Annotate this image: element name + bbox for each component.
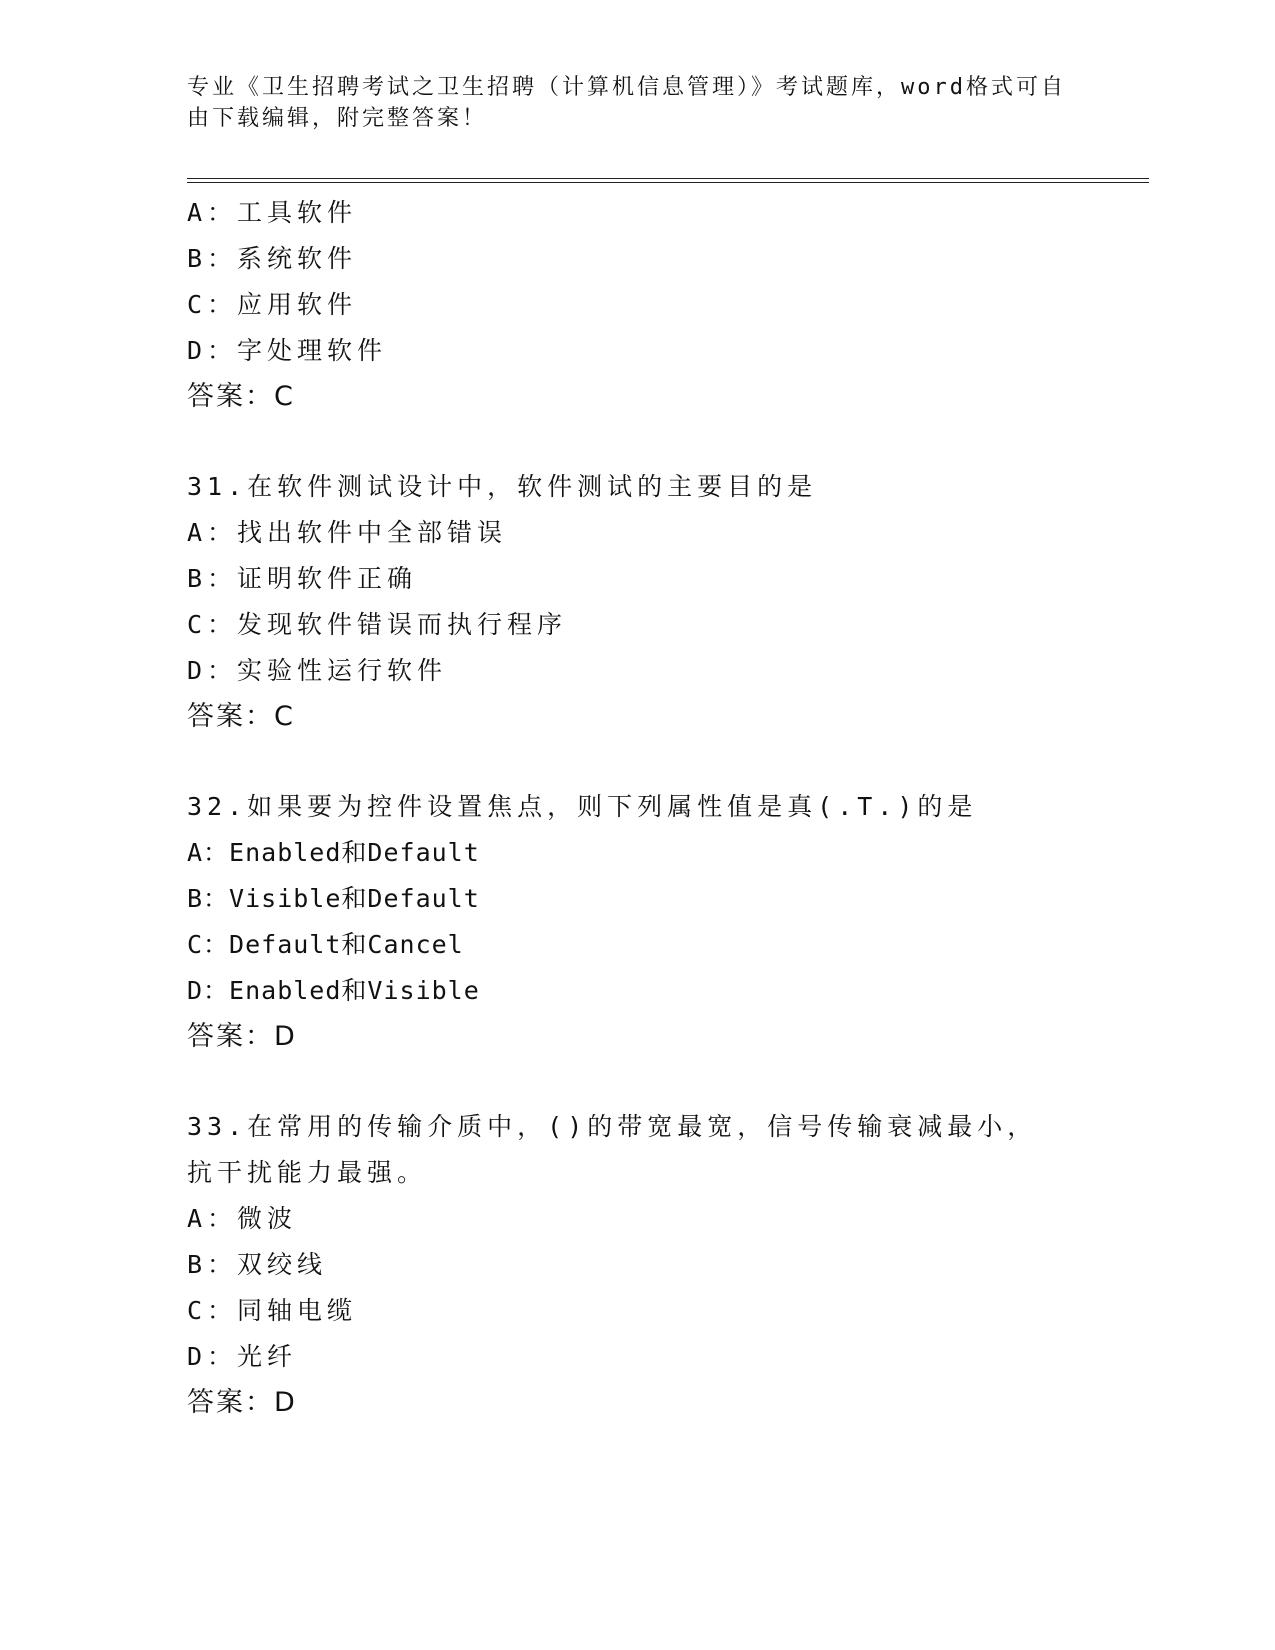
option-c: C：Default和Cancel: [187, 930, 464, 959]
option-a: A：工具软件: [187, 198, 358, 227]
answer: 答案：C: [187, 701, 295, 732]
header-divider: [187, 178, 1149, 183]
option-b: B：系统软件: [187, 244, 358, 273]
question-32: [187, 784, 1087, 1060]
option-a: A：找出软件中全部错误: [187, 518, 508, 547]
option-d: D：字处理软件: [187, 336, 388, 365]
question-text: 33.在常用的传输介质中，()的带宽最宽，信号传输衰减最小，抗干扰能力最强。: [187, 1112, 1038, 1187]
option-a: A：Enabled和Default: [187, 838, 480, 867]
document-header: 专业《卫生招聘考试之卫生招聘（计算机信息管理）》考试题库，word格式可自由下载编辑，附完整答案！: [187, 75, 1066, 131]
option-d: D：实验性运行软件: [187, 656, 448, 685]
question-33: [187, 1104, 1087, 1426]
answer: 答案：D: [187, 1387, 297, 1418]
document-body: [187, 190, 1087, 1426]
option-a: A：微波: [187, 1204, 298, 1233]
option-b: B：Visible和Default: [187, 884, 480, 913]
question-31: [187, 464, 1087, 740]
question-text: 32.如果要为控件设置焦点，则下列属性值是真(.T.)的是: [187, 792, 978, 821]
option-d: D：Enabled和Visible: [187, 976, 480, 1005]
answer: 答案：C: [187, 381, 295, 412]
option-c: C：应用软件: [187, 290, 358, 319]
question-fragment: [187, 190, 1087, 420]
option-c: C：发现软件错误而执行程序: [187, 610, 568, 639]
answer: 答案：D: [187, 1021, 297, 1052]
option-d: D：光纤: [187, 1342, 298, 1371]
option-c: C：同轴电缆: [187, 1296, 358, 1325]
question-text: 31.在软件测试设计中，软件测试的主要目的是: [187, 472, 818, 501]
option-b: B：双绞线: [187, 1250, 328, 1279]
option-b: B：证明软件正确: [187, 564, 418, 593]
